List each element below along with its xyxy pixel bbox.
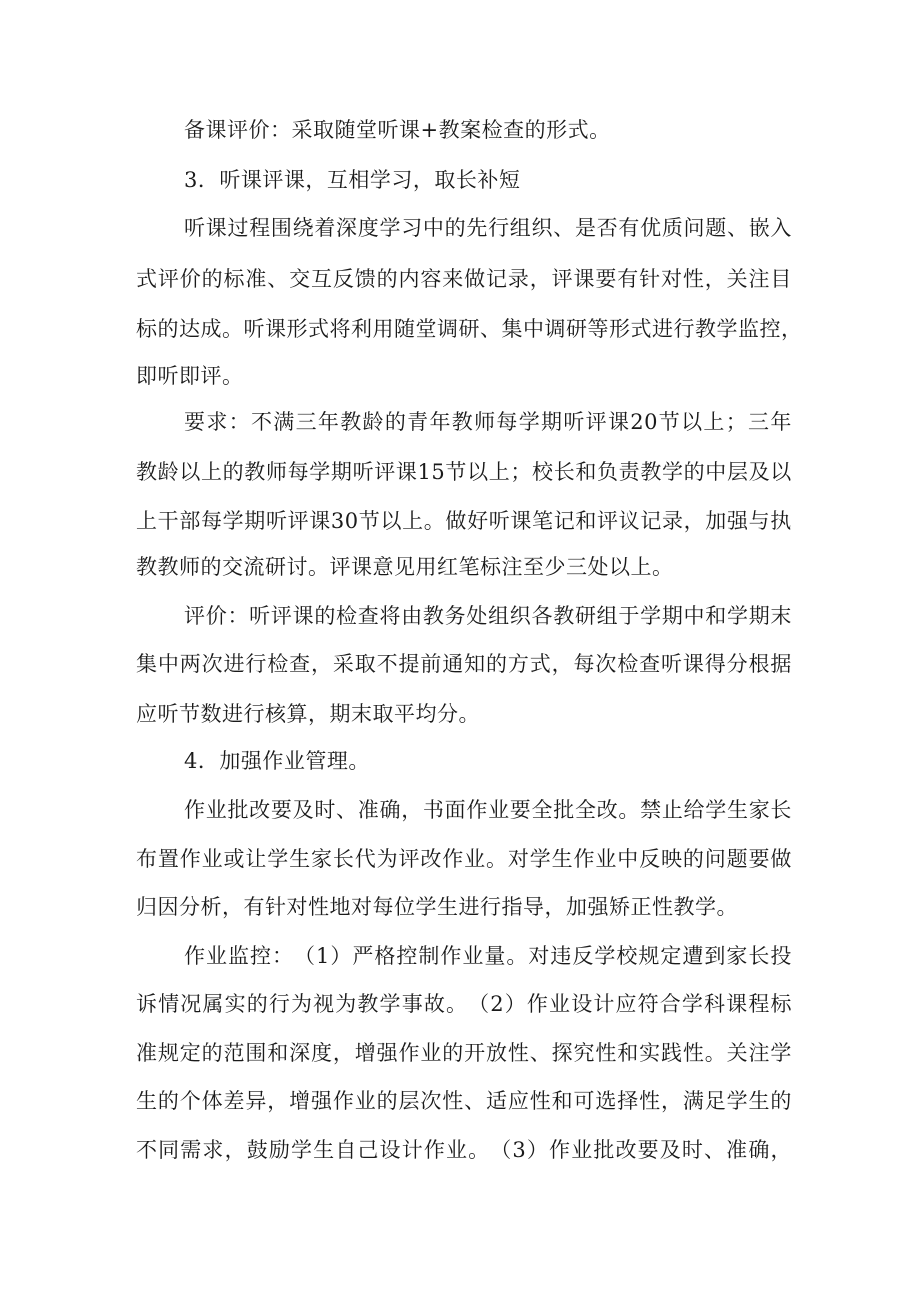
paragraph-line: 归因分析，有针对性地对每位学生进行指导，加强矫正性教学。 bbox=[136, 895, 738, 919]
paragraph-line: 教 龄 以 上 的 教 师 每 学 期 听 评 课 15 节 以 上 ； 校 长 和 负 责 教 学 的 中 层 及 以 bbox=[136, 460, 792, 484]
paragraph-line: 式 评 价 的 标 准 、 交 互 反 馈 的 内 容 来 做 记 录 ， 评 课 要 有 针 对 性 ， 关 注 目 bbox=[136, 267, 792, 291]
paragraph-line: 听 课 过 程 围 绕 着 深 度 学 习 中 的 先 行 组 织 、 是 否 有 优 质 问 题 、 嵌 入 bbox=[184, 216, 792, 240]
paragraph-line: 作 业 批 改 要 及 时 、 准 确 ， 书 面 作 业 要 全 批 全 改 。 禁 止 给 学 生 家 长 bbox=[184, 798, 792, 822]
paragraph-line: 准 规 定 的 范 围 和 深 度 ， 增 强 作 业 的 开 放 性 、 探 究 性 和 实 践 性 。 关 注 学 bbox=[136, 1041, 792, 1065]
paragraph-line: 作 业 监 控 ： （ 1 ） 严 格 控 制 作 业 量 。 对 违 反 学 校 规 定 遭 到 家 长 投 bbox=[184, 944, 792, 968]
paragraph-line: 应听节数进行核算，期末取平均分。 bbox=[136, 702, 480, 726]
paragraph-line: 集 中 两 次 进 行 检 查 ， 采 取 不 提 前 通 知 的 方 式 ， 每 次 检 查 听 课 得 分 根 据 bbox=[136, 652, 792, 676]
section-heading: 4．加强作业管理。 bbox=[184, 749, 370, 773]
paragraph-line: 教教师的交流研讨。评课意见用红笔标注至少三处以上。 bbox=[136, 555, 674, 579]
paragraph-line: 上 干 部 每 学 期 听 评 课 30 节 以 上 。 做 好 听 课 笔 记 和 评 议 记 录 ， 加 强 与 执 bbox=[136, 509, 792, 533]
paragraph-line: 不 同 需 求 ， 鼓 励 学 生 自 己 设 计 作 业 。 （ 3 ） 作 业 批 改 要 及 时 、 准 确 ， bbox=[136, 1138, 792, 1162]
paragraph-line: 布 置 作 业 或 让 学 生 家 长 代 为 评 改 作 业 。 对 学 生 作 业 中 反 映 的 问 题 要 做 bbox=[136, 847, 792, 871]
paragraph-line: 评 价 ： 听 评 课 的 检 查 将 由 教 务 处 组 织 各 教 研 组 于 学 期 中 和 学 期 末 bbox=[184, 604, 792, 628]
paragraph-line: 即听即评。 bbox=[136, 364, 244, 388]
paragraph-line: 标 的 达 成 。 听 课 形 式 将 利 用 随 堂 调 研 、 集 中 调 研 等 形 式 进 行 教 学 监 控 ， bbox=[136, 317, 803, 341]
paragraph-line: 要 求 ： 不 满 三 年 教 龄 的 青 年 教 师 每 学 期 听 评 课 20 节 以 上 ； 三 年 bbox=[184, 410, 792, 434]
section-heading: 3．听课评课，互相学习，取长补短 bbox=[184, 168, 521, 192]
paragraph-line: 生 的 个 体 差 异 ， 增 强 作 业 的 层 次 性 、 适 应 性 和 可 选 择 性 ， 满 足 学 生 的 bbox=[136, 1089, 792, 1113]
paragraph-line: 诉 情 况 属 实 的 行 为 视 为 教 学 事 故 。 （ 2 ） 作 业 设 计 应 符 合 学 科 课 程 标 bbox=[136, 992, 792, 1016]
paragraph-line: 备课评价：采取随堂听课+教案检查的形式。 bbox=[184, 118, 611, 142]
